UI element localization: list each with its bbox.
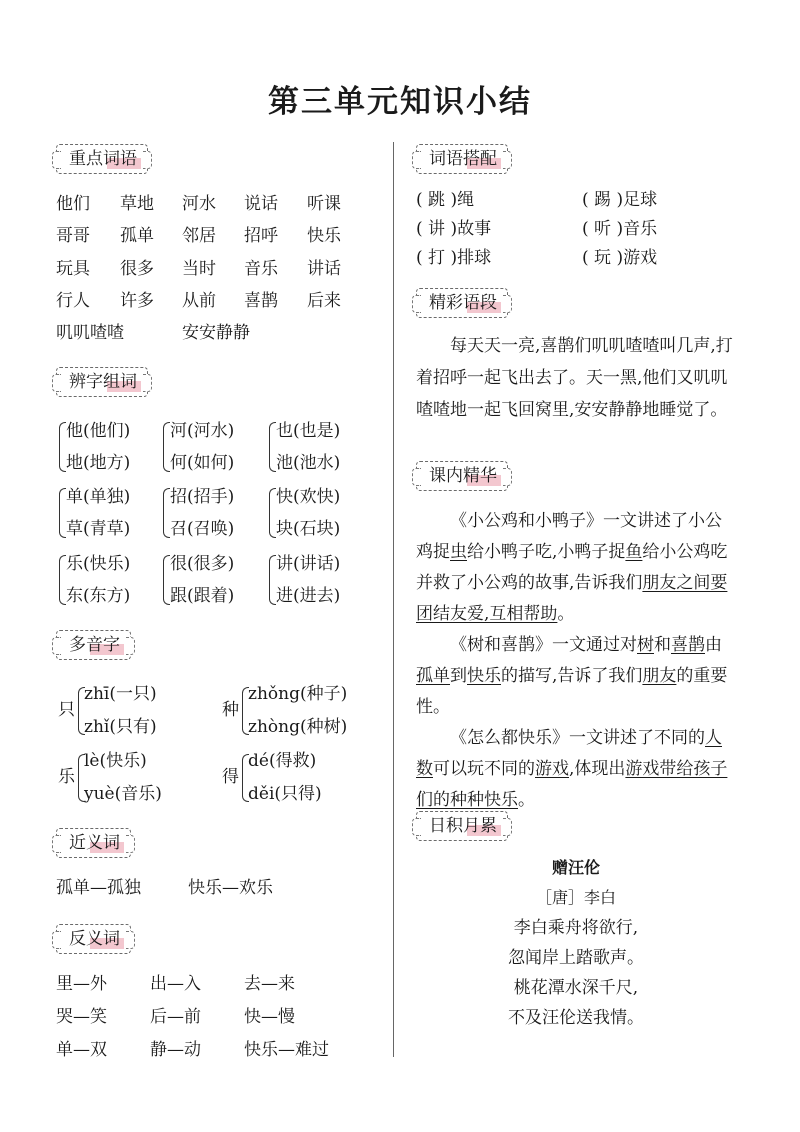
polyphone-reading: zhòng(种树) — [248, 717, 348, 737]
essence-paragraph-1: 《小公鸡和小鸭子》一文讲述了小公鸡捉虫给小鸭子吃,小鸭子捉鱼给小公鸡吃并救了小公鸡的故事,告诉我们朋友之间要团结友爱,互相帮助。 — [416, 511, 728, 624]
brace — [163, 488, 170, 538]
pair-item: 也(也是) — [276, 421, 341, 441]
section-tag-passage: 精彩语段 — [416, 288, 508, 318]
key-word: 孤单 — [120, 226, 154, 246]
brace — [59, 422, 66, 472]
key-word: 哥哥 — [56, 226, 90, 246]
key-word: 音乐 — [244, 259, 278, 279]
key-word: 说话 — [244, 194, 278, 214]
key-word: 行人 — [56, 291, 90, 311]
brace — [269, 555, 276, 605]
pair-item: 召(召唤) — [170, 519, 235, 539]
collocation-item: ( 打 )排球 — [416, 248, 492, 268]
collocation-item: ( 跳 )绳 — [416, 190, 475, 210]
section-tag-polyphone: 多音字 — [56, 630, 131, 660]
poem-line: 桃花潭水深千尺, — [513, 978, 639, 998]
antonym-pair: 单—双 — [56, 1040, 107, 1060]
key-word: 当时 — [182, 259, 216, 279]
key-word: 喜鹊 — [244, 291, 278, 311]
pair-item: 进(进去) — [276, 586, 341, 606]
synonym-pair: 孤单—孤独 — [56, 878, 141, 898]
collocation-item: ( 玩 )游戏 — [582, 248, 658, 268]
passage-paragraph: 每天天一亮,喜鹊们叽叽喳喳叫几声,打着招呼一起飞出去了。天一黑,他们又叽叽喳喳地一起飞回窝里,安安静静地睡觉了。 — [416, 336, 733, 420]
poem-line: 不及汪伦送我情。 — [508, 1008, 644, 1028]
section-tag-daily: 日积月累 — [416, 811, 508, 841]
key-word: 草地 — [120, 194, 154, 214]
key-word: 许多 — [120, 291, 154, 311]
pair-item: 招(招手) — [170, 487, 235, 507]
poem — [416, 853, 736, 1033]
polyphone-reading: zhǐ(只有) — [84, 717, 157, 737]
poem-author: ［唐］李白 — [535, 888, 616, 907]
antonym-pair: 快乐—难过 — [244, 1040, 329, 1060]
pair-item: 地(地方) — [66, 453, 131, 473]
polyphone-reading: yuè(音乐) — [84, 784, 162, 804]
polyphone-char: 只 — [58, 700, 75, 720]
essence-paragraph-2: 《树和喜鹊》一文通过对树和喜鹊由孤单到快乐的描写,告诉了我们朋友的重要性。 — [416, 635, 728, 717]
pair-item: 单(单独) — [66, 487, 131, 507]
brace — [163, 555, 170, 605]
section-tag-synonyms: 近义词 — [56, 828, 131, 858]
pair-item: 块(石块) — [276, 519, 341, 539]
antonym-pair: 哭—笑 — [56, 1007, 107, 1027]
antonym-pair: 静—动 — [150, 1040, 201, 1060]
section-tag-essence: 课内精华 — [416, 461, 508, 491]
key-word: 讲话 — [307, 259, 341, 279]
section-tag-antonyms: 反义词 — [56, 924, 131, 954]
key-word: 后来 — [307, 291, 341, 311]
antonym-pair: 去—来 — [244, 974, 295, 994]
polyphone-reading: zhī(一只) — [84, 684, 157, 704]
pair-item: 快(欢快) — [276, 487, 341, 507]
collocation-item: ( 踢 )足球 — [582, 190, 658, 210]
section-tag-collocation: 词语搭配 — [416, 144, 508, 174]
passage-text — [416, 330, 736, 426]
key-word: 听课 — [307, 194, 341, 214]
pair-item: 池(池水) — [276, 453, 341, 473]
antonym-pair: 快—慢 — [244, 1007, 295, 1027]
poem-line: 李白乘舟将欲行, — [513, 918, 639, 938]
poem-title: 赠汪伦 — [551, 858, 600, 877]
brace — [269, 488, 276, 538]
antonym-pair: 后—前 — [150, 1007, 201, 1027]
polyphone-char: 乐 — [58, 767, 75, 787]
key-word: 河水 — [182, 194, 216, 214]
key-word: 他们 — [56, 194, 90, 214]
pair-item: 乐(快乐) — [66, 554, 131, 574]
key-word: 邻居 — [182, 226, 216, 246]
antonym-pair: 里—外 — [56, 974, 107, 994]
antonym-pair: 出—入 — [150, 974, 201, 994]
key-word: 从前 — [182, 291, 216, 311]
brace — [163, 422, 170, 472]
collocation-item: ( 讲 )故事 — [416, 219, 492, 239]
key-word: 安安静静 — [182, 323, 250, 343]
pair-item: 讲(讲话) — [276, 554, 341, 574]
pair-item: 河(河水) — [170, 421, 235, 441]
polyphone-reading: dé(得救) — [248, 751, 317, 771]
pair-item: 很(很多) — [170, 554, 235, 574]
key-word: 叽叽喳喳 — [56, 323, 124, 343]
brace — [59, 488, 66, 538]
brace — [59, 555, 66, 605]
pair-item: 东(东方) — [66, 586, 131, 606]
essence-text — [416, 506, 736, 816]
pair-item: 草(青草) — [66, 519, 131, 539]
section-tag-distinguish: 辨字组词 — [56, 367, 148, 397]
polyphone-char: 得 — [222, 767, 239, 787]
section-tag-key-words: 重点词语 — [56, 144, 148, 174]
key-word: 招呼 — [244, 226, 278, 246]
polyphone-reading: lè(快乐) — [84, 751, 147, 771]
column-divider — [393, 142, 394, 1057]
key-word: 很多 — [120, 259, 154, 279]
pair-item: 他(他们) — [66, 421, 131, 441]
polyphone-reading: děi(只得) — [248, 784, 322, 804]
brace — [269, 422, 276, 472]
page-title: 第三单元知识小结 — [268, 84, 532, 120]
pair-item: 跟(跟着) — [170, 586, 235, 606]
pair-item: 何(如何) — [170, 453, 235, 473]
essence-paragraph-3: 《怎么都快乐》一文讲述了不同的人数可以玩不同的游戏,体现出游戏带给孩子们的种种快乐。 — [416, 728, 728, 810]
polyphone-char: 种 — [222, 700, 239, 720]
synonym-pair: 快乐—欢乐 — [188, 878, 273, 898]
poem-line: 忽闻岸上踏歌声。 — [508, 948, 644, 968]
key-word: 玩具 — [56, 259, 90, 279]
polyphone-reading: zhǒng(种子) — [248, 684, 348, 704]
collocation-item: ( 听 )音乐 — [582, 219, 658, 239]
key-word: 快乐 — [307, 226, 341, 246]
